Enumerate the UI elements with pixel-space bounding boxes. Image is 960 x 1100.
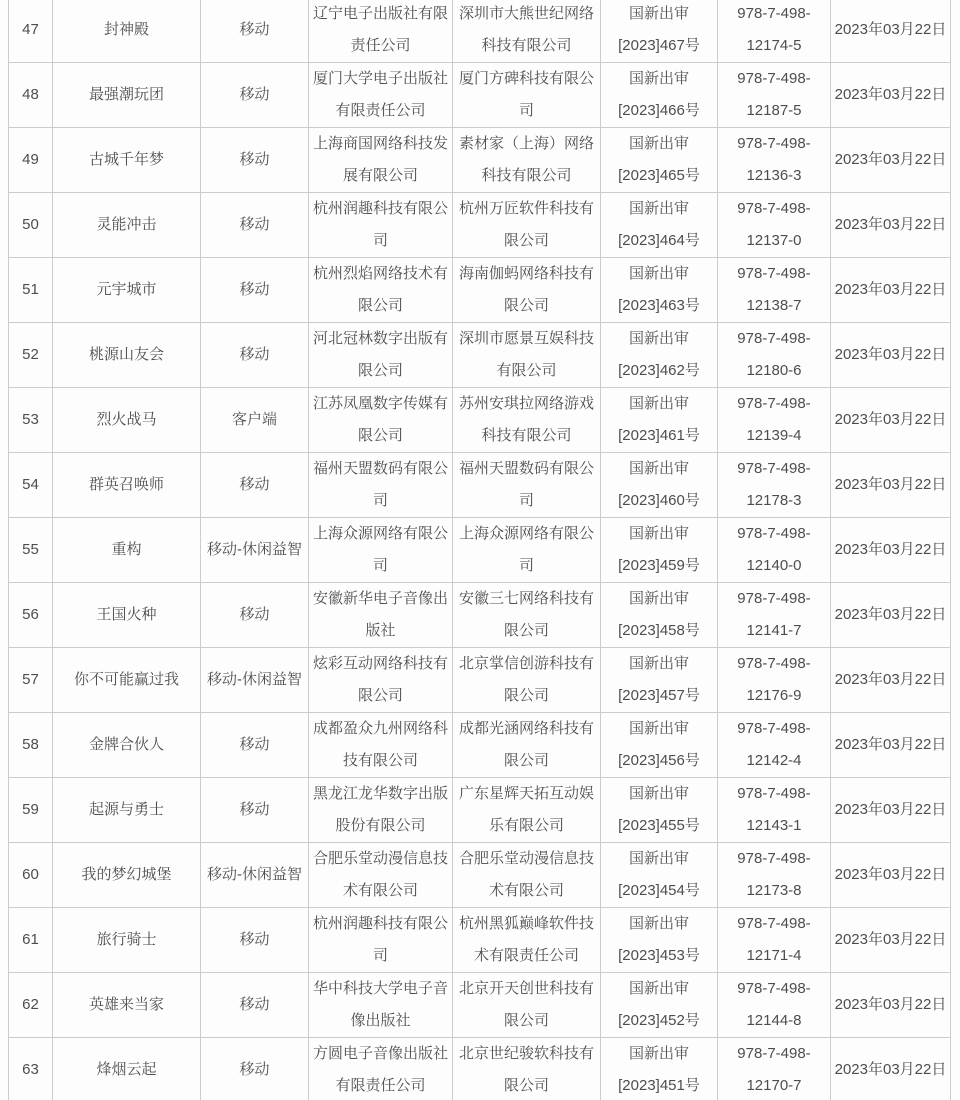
cell-operator: 北京开天创世科技有限公司: [453, 973, 601, 1038]
cell-date: 2023年03月22日: [831, 713, 951, 778]
cell-operator: 素材家（上海）网络科技有限公司: [453, 128, 601, 193]
cell-date: 2023年03月22日: [831, 778, 951, 843]
cell-date: 2023年03月22日: [831, 388, 951, 453]
cell-seq: 54: [9, 453, 53, 518]
table-row: [9, 843, 951, 908]
cell-operator: 杭州万匠软件科技有限公司: [453, 193, 601, 258]
cell-approval: 国新出审[2023]451号: [601, 1038, 718, 1100]
cell-publisher: 安徽新华电子音像出版社: [309, 583, 453, 648]
cell-operator: 深圳市愿景互娱科技有限公司: [453, 323, 601, 388]
cell-date: 2023年03月22日: [831, 193, 951, 258]
cell-approval: 国新出审[2023]455号: [601, 778, 718, 843]
table-row: [9, 193, 951, 258]
cell-date: 2023年03月22日: [831, 323, 951, 388]
cell-operator: 福州天盟数码有限公司: [453, 453, 601, 518]
cell-publisher: 杭州润趣科技有限公司: [309, 908, 453, 973]
cell-isbn: 978-7-498-12178-3: [718, 453, 831, 518]
cell-name: 古城千年梦: [53, 128, 201, 193]
cell-isbn: 978-7-498-12136-3: [718, 128, 831, 193]
cell-operator: 上海众源网络有限公司: [453, 518, 601, 583]
table-row: [9, 0, 951, 63]
cell-seq: 59: [9, 778, 53, 843]
table-row: [9, 128, 951, 193]
cell-date: 2023年03月22日: [831, 518, 951, 583]
cell-operator: 合肥乐堂动漫信息技术有限公司: [453, 843, 601, 908]
table-row: [9, 973, 951, 1038]
cell-operator: 杭州黑狐巅峰软件技术有限责任公司: [453, 908, 601, 973]
cell-date: 2023年03月22日: [831, 258, 951, 323]
cell-date: 2023年03月22日: [831, 128, 951, 193]
cell-name: 群英召唤师: [53, 453, 201, 518]
cell-seq: 56: [9, 583, 53, 648]
cell-isbn: 978-7-498-12187-5: [718, 63, 831, 128]
cell-isbn: 978-7-498-12170-7: [718, 1038, 831, 1100]
table-row: [9, 648, 951, 713]
cell-name: 元宇城市: [53, 258, 201, 323]
cell-isbn: 978-7-498-12171-4: [718, 908, 831, 973]
cell-type: 移动: [201, 453, 309, 518]
cell-type: 移动: [201, 713, 309, 778]
cell-type: 移动: [201, 63, 309, 128]
cell-approval: 国新出审[2023]467号: [601, 0, 718, 63]
cell-operator: 海南伽蚂网络科技有限公司: [453, 258, 601, 323]
cell-approval: 国新出审[2023]462号: [601, 323, 718, 388]
cell-type: 移动: [201, 908, 309, 973]
cell-name: 烽烟云起: [53, 1038, 201, 1100]
cell-name: 旅行骑士: [53, 908, 201, 973]
cell-name: 烈火战马: [53, 388, 201, 453]
cell-name: 你不可能赢过我: [53, 648, 201, 713]
cell-seq: 61: [9, 908, 53, 973]
cell-seq: 53: [9, 388, 53, 453]
cell-approval: 国新出审[2023]465号: [601, 128, 718, 193]
cell-operator: 苏州安琪拉网络游戏科技有限公司: [453, 388, 601, 453]
cell-operator: 北京掌信创游科技有限公司: [453, 648, 601, 713]
cell-date: 2023年03月22日: [831, 843, 951, 908]
table-row: [9, 713, 951, 778]
table-row: [9, 908, 951, 973]
cell-isbn: 978-7-498-12143-1: [718, 778, 831, 843]
cell-date: 2023年03月22日: [831, 973, 951, 1038]
cell-type: 移动: [201, 193, 309, 258]
cell-type: 移动: [201, 323, 309, 388]
cell-publisher: 方圆电子音像出版社有限责任公司: [309, 1038, 453, 1100]
cell-type: 移动-休闲益智: [201, 843, 309, 908]
cell-isbn: 978-7-498-12180-6: [718, 323, 831, 388]
cell-seq: 55: [9, 518, 53, 583]
cell-approval: 国新出审[2023]458号: [601, 583, 718, 648]
game-approval-table: [8, 0, 951, 1100]
cell-type: 移动-休闲益智: [201, 518, 309, 583]
cell-name: 起源与勇士: [53, 778, 201, 843]
cell-approval: 国新出审[2023]463号: [601, 258, 718, 323]
table-row: [9, 388, 951, 453]
cell-date: 2023年03月22日: [831, 908, 951, 973]
cell-type: 移动: [201, 778, 309, 843]
cell-isbn: 978-7-498-12173-8: [718, 843, 831, 908]
cell-date: 2023年03月22日: [831, 453, 951, 518]
cell-seq: 52: [9, 323, 53, 388]
cell-date: 2023年03月22日: [831, 648, 951, 713]
cell-operator: 北京世纪骏软科技有限公司: [453, 1038, 601, 1100]
cell-seq: 58: [9, 713, 53, 778]
cell-name: 重构: [53, 518, 201, 583]
cell-publisher: 黑龙江龙华数字出版股份有限公司: [309, 778, 453, 843]
cell-operator: 厦门方碑科技有限公司: [453, 63, 601, 128]
cell-type: 移动: [201, 583, 309, 648]
cell-date: 2023年03月22日: [831, 63, 951, 128]
cell-name: 最强潮玩团: [53, 63, 201, 128]
cell-isbn: 978-7-498-12176-9: [718, 648, 831, 713]
cell-name: 桃源山友会: [53, 323, 201, 388]
cell-seq: 63: [9, 1038, 53, 1100]
table-row: [9, 778, 951, 843]
cell-approval: 国新出审[2023]452号: [601, 973, 718, 1038]
cell-isbn: 978-7-498-12141-7: [718, 583, 831, 648]
cell-seq: 57: [9, 648, 53, 713]
table-row: [9, 63, 951, 128]
cell-type: 移动: [201, 1038, 309, 1100]
cell-publisher: 成都盈众九州网络科技有限公司: [309, 713, 453, 778]
cell-date: 2023年03月22日: [831, 583, 951, 648]
cell-type: 移动: [201, 973, 309, 1038]
cell-approval: 国新出审[2023]453号: [601, 908, 718, 973]
cell-name: 我的梦幻城堡: [53, 843, 201, 908]
cell-isbn: 978-7-498-12144-8: [718, 973, 831, 1038]
cell-type: 移动: [201, 0, 309, 63]
cell-seq: 51: [9, 258, 53, 323]
cell-seq: 47: [9, 0, 53, 63]
cell-name: 封神殿: [53, 0, 201, 63]
table-row: [9, 1038, 951, 1100]
cell-publisher: 合肥乐堂动漫信息技术有限公司: [309, 843, 453, 908]
cell-publisher: 上海众源网络有限公司: [309, 518, 453, 583]
table-row: [9, 518, 951, 583]
table-row: [9, 453, 951, 518]
cell-type: 移动: [201, 128, 309, 193]
table-row: [9, 583, 951, 648]
cell-seq: 48: [9, 63, 53, 128]
cell-seq: 62: [9, 973, 53, 1038]
cell-name: 英雄来当家: [53, 973, 201, 1038]
cell-approval: 国新出审[2023]457号: [601, 648, 718, 713]
cell-publisher: 辽宁电子出版社有限责任公司: [309, 0, 453, 63]
cell-isbn: 978-7-498-12138-7: [718, 258, 831, 323]
cell-approval: 国新出审[2023]461号: [601, 388, 718, 453]
cell-seq: 50: [9, 193, 53, 258]
cell-date: 2023年03月22日: [831, 0, 951, 63]
cell-name: 王国火种: [53, 583, 201, 648]
cell-name: 灵能冲击: [53, 193, 201, 258]
cell-publisher: 江苏凤凰数字传媒有限公司: [309, 388, 453, 453]
cell-isbn: 978-7-498-12142-4: [718, 713, 831, 778]
table-row: [9, 258, 951, 323]
cell-publisher: 华中科技大学电子音像出版社: [309, 973, 453, 1038]
cell-operator: 深圳市大熊世纪网络科技有限公司: [453, 0, 601, 63]
cell-date: 2023年03月22日: [831, 1038, 951, 1100]
cell-approval: 国新出审[2023]459号: [601, 518, 718, 583]
cell-isbn: 978-7-498-12140-0: [718, 518, 831, 583]
cell-type: 移动: [201, 258, 309, 323]
cell-approval: 国新出审[2023]460号: [601, 453, 718, 518]
cell-publisher: 福州天盟数码有限公司: [309, 453, 453, 518]
cell-isbn: 978-7-498-12137-0: [718, 193, 831, 258]
cell-isbn: 978-7-498-12139-4: [718, 388, 831, 453]
cell-publisher: 河北冠林数字出版有限公司: [309, 323, 453, 388]
cell-operator: 安徽三七网络科技有限公司: [453, 583, 601, 648]
cell-approval: 国新出审[2023]466号: [601, 63, 718, 128]
cell-operator: 广东星辉天拓互动娱乐有限公司: [453, 778, 601, 843]
cell-isbn: 978-7-498-12174-5: [718, 0, 831, 63]
cell-approval: 国新出审[2023]464号: [601, 193, 718, 258]
cell-approval: 国新出审[2023]456号: [601, 713, 718, 778]
cell-publisher: 杭州润趣科技有限公司: [309, 193, 453, 258]
cell-publisher: 厦门大学电子出版社有限责任公司: [309, 63, 453, 128]
cell-publisher: 炫彩互动网络科技有限公司: [309, 648, 453, 713]
cell-type: 移动-休闲益智: [201, 648, 309, 713]
cell-seq: 60: [9, 843, 53, 908]
cell-name: 金牌合伙人: [53, 713, 201, 778]
table-row: [9, 323, 951, 388]
cell-seq: 49: [9, 128, 53, 193]
cell-publisher: 杭州烈焰网络技术有限公司: [309, 258, 453, 323]
cell-type: 客户端: [201, 388, 309, 453]
cell-operator: 成都光涵网络科技有限公司: [453, 713, 601, 778]
cell-publisher: 上海商国网络科技发展有限公司: [309, 128, 453, 193]
cell-approval: 国新出审[2023]454号: [601, 843, 718, 908]
